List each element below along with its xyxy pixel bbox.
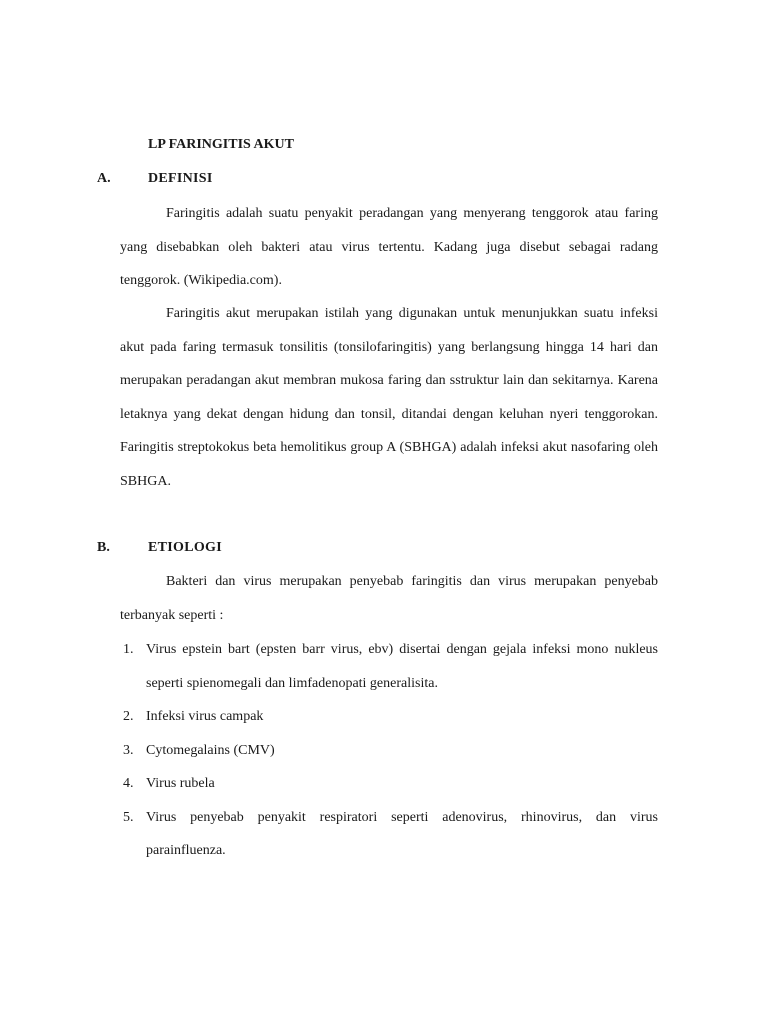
- definition-paragraph-1: Faringitis adalah suatu penyakit peradangan yang menyerang tenggorok atau faring yang disebabkan oleh bakteri atau virus tertentu. Kadang juga disebut sebagai radang tenggorok. (Wikipedia.com).: [120, 206, 658, 288]
- list-item: [120, 767, 658, 801]
- list-item-text: Virus rubela: [146, 776, 215, 791]
- section-b-letter: B.: [97, 540, 110, 555]
- list-item-number: 2.: [123, 709, 134, 724]
- section-a-heading: DEFINISI: [148, 171, 213, 186]
- list-item-number: 1.: [123, 642, 134, 657]
- list-item: [120, 633, 658, 700]
- list-item-number: 3.: [123, 742, 134, 758]
- list-item: [120, 700, 658, 734]
- list-item: [120, 801, 658, 868]
- list-item-text: Virus penyebab penyakit respiratori seperti adenovirus, rhinovirus, dan virus parainfluenza.: [146, 809, 658, 858]
- list-item-text: Virus epstein bart (epsten barr virus, ebv) disertai dengan gejala infeksi mono nukleus seperti spienomegali dan limfadenopati generalisita.: [146, 642, 658, 691]
- list-item-text: Cytomegalains (CMV): [146, 742, 275, 758]
- list-item-text: Infeksi virus campak: [146, 709, 264, 724]
- etiology-list: [120, 633, 658, 868]
- document-title: LP FARINGITIS AKUT: [148, 137, 294, 152]
- list-item-number: 5.: [123, 809, 134, 825]
- etiology-intro-paragraph: Bakteri dan virus merupakan penyebab faringitis dan virus merupakan penyebab terbanyak seperti :: [120, 574, 658, 623]
- section-a-letter: A.: [97, 171, 111, 186]
- list-item: [120, 734, 658, 768]
- definition-paragraph-2: Faringitis akut merupakan istilah yang digunakan untuk menunjukkan suatu infeksi akut pada faring termasuk tonsilitis (tonsilofaringitis) yang berlangsung hingga 14 hari dan merupakan peradangan akut membran mukosa faring dan sstruktur lain dan sekitarnya. Karena letaknya yang dekat dengan hidung dan tonsil, ditandai dengan keluhan nyeri tenggorokan. Faringitis streptokokus beta hemolitikus group A (SBHGA) adalah infeksi akut nasofaring oleh SBHGA.: [120, 306, 658, 489]
- list-item-number: 4.: [123, 776, 134, 791]
- section-b-heading: ETIOLOGI: [148, 540, 222, 555]
